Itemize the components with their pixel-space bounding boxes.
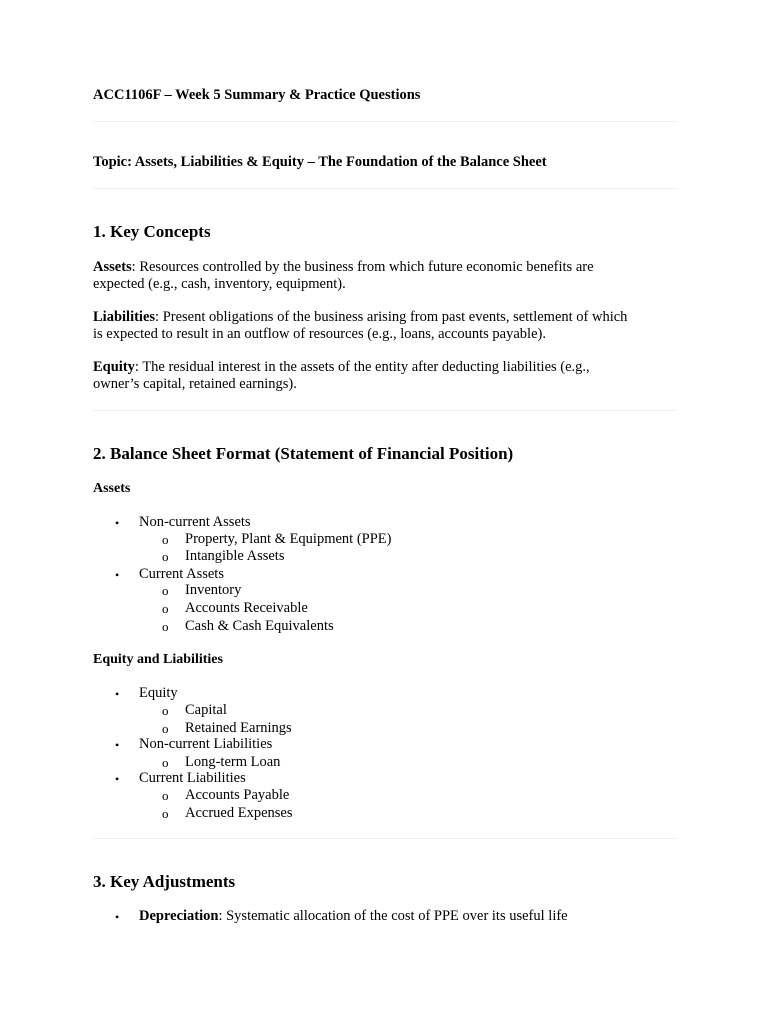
sub-bullet-marker: o — [162, 755, 169, 770]
bullet-marker: • — [115, 568, 120, 582]
bullet-marker: • — [115, 516, 120, 530]
sub-bullet-marker: o — [162, 703, 169, 718]
section-heading-balance-sheet: 2. Balance Sheet Format (Statement of Financial Position) — [93, 444, 514, 463]
list-item: Accounts Payable — [185, 787, 290, 803]
document-topic: Topic: Assets, Liabilities & Equity – The Foundation of the Balance Sheet — [93, 154, 547, 170]
bullet-marker: • — [115, 687, 120, 701]
list-item: Intangible Assets — [185, 548, 285, 564]
bullet-marker: • — [115, 772, 120, 786]
sub-bullet-marker: o — [162, 549, 169, 564]
divider — [93, 188, 676, 189]
list-item: Non-current Assets — [139, 514, 251, 530]
list-item: Non-current Liabilities — [139, 736, 273, 752]
definition-equity — [93, 359, 676, 393]
definition-text: owner’s capital, retained earnings). — [93, 376, 297, 392]
list-item: Equity — [139, 685, 178, 701]
list-item: Cash & Cash Equivalents — [185, 618, 334, 634]
divider — [93, 121, 676, 122]
sub-bullet-marker: o — [162, 619, 169, 634]
term-assets: Assets — [93, 259, 132, 275]
definition-text: : Present obligations of the business arising from past events, settlement of which — [155, 309, 628, 325]
sub-bullet-marker: o — [162, 788, 169, 803]
definition-assets — [93, 259, 676, 293]
list-item: Accounts Receivable — [185, 600, 308, 616]
list-item: Retained Earnings — [185, 720, 292, 736]
subheading-equity-and-liabilities: Equity and Liabilities — [93, 652, 223, 667]
section-heading-key-adjustments: 3. Key Adjustments — [93, 872, 236, 891]
sub-bullet-marker: o — [162, 806, 169, 821]
subheading-assets: Assets — [93, 481, 131, 496]
definition-liabilities — [93, 309, 676, 343]
sub-bullet-marker: o — [162, 601, 169, 616]
list-item: Current Assets — [139, 566, 224, 582]
sub-bullet-marker: o — [162, 583, 169, 598]
list-item: Capital — [185, 702, 227, 718]
list-item: Current Liabilities — [139, 770, 246, 786]
divider — [93, 410, 676, 411]
sub-bullet-marker: o — [162, 721, 169, 736]
bullet-marker: • — [115, 910, 120, 924]
bullet-marker: • — [115, 738, 120, 752]
list-item: Long-term Loan — [185, 754, 281, 770]
term-depreciation: Depreciation — [139, 908, 219, 924]
list-item: Accrued Expenses — [185, 805, 293, 821]
definition-text: is expected to result in an outflow of resources (e.g., loans, accounts payable). — [93, 326, 546, 342]
term-liabilities: Liabilities — [93, 309, 156, 325]
section-heading-key-concepts: 1. Key Concepts — [93, 222, 211, 241]
list-item: Property, Plant & Equipment (PPE) — [185, 531, 392, 547]
definition-text: : The residual interest in the assets of the entity after deducting liabilities (e.g., — [134, 359, 590, 375]
definition-text: expected (e.g., cash, inventory, equipment). — [93, 276, 346, 292]
term-equity: Equity — [93, 359, 135, 375]
document-title: ACC1106F – Week 5 Summary & Practice Questions — [93, 87, 421, 103]
definition-text: : Resources controlled by the business from which future economic benefits are — [131, 259, 594, 275]
sub-bullet-marker: o — [162, 532, 169, 547]
definition-text: : Systematic allocation of the cost of PPE over its useful life — [218, 908, 568, 924]
list-item-depreciation — [139, 908, 568, 925]
divider — [93, 838, 676, 839]
list-item: Inventory — [185, 582, 242, 598]
